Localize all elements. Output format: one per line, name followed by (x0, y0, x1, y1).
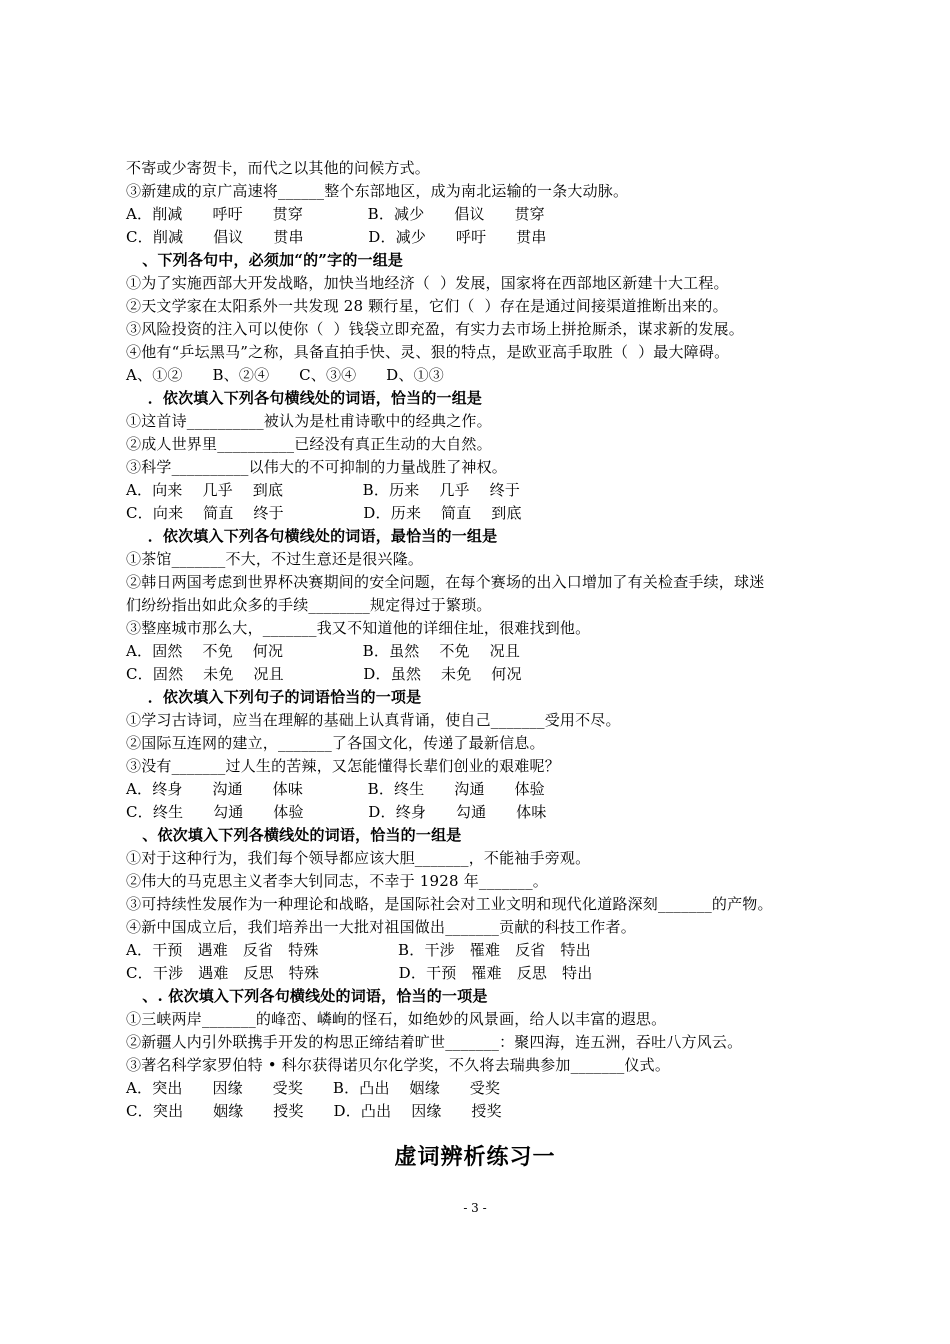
text-line: ②国际互连网的建立，_______了各国文化，传递了最新信息。 (126, 734, 545, 752)
text-line: C．突出 姻缘 授奖 D．凸出 因缘 授奖 (126, 1102, 502, 1120)
text-line: ①为了实施西部大开发战略，加快当地经济（ ）发展，国家将在西部地区新建十大工程。 (126, 274, 729, 292)
text-line: ③可持续性发展作为一种理论和战略，是国际社会对工业文明和现代化道路深刻_______的产物。 (126, 895, 773, 913)
text-line: ①对于这种行为，我们每个领导都应该大胆_______，不能袖手旁观。 (126, 849, 591, 867)
text-line: ③新建成的京广高速将______整个东部地区，成为南北运输的一条大动脉。 (126, 182, 629, 200)
text-line: A．终身 沟通 体味 B．终生 沟通 体验 (126, 780, 545, 798)
question-heading: ．依次填入下列各句横线处的词语，最恰当的一组是 (126, 527, 498, 545)
text-line: ①茶馆_______不大，不过生意还是很兴隆。 (126, 550, 424, 568)
text-line: ④他有“乒坛黑马”之称，具备直拍手快、灵、狠的特点，是欧亚高手取胜（ ）最大障碍。 (126, 343, 730, 361)
text-line: A．突出 因缘 受奖 B．凸出 姻缘 受奖 (126, 1079, 501, 1097)
text-line: C．向来 简直 终于 D．历来 简直 到底 (126, 504, 522, 522)
text-line: ③著名科学家罗伯特 • 科尔获得诺贝尔化学奖，不久将去瑞典参加_______仪式。 (126, 1056, 671, 1074)
text-line: A、①② B、②④ C、③④ D、①③ (126, 366, 444, 384)
text-line: ③风险投资的注入可以使你（ ）钱袋立即充盈，有实力去市场上拼抢厮杀，谋求新的发展。 (126, 320, 744, 338)
question-heading: 、下列各句中，必须加“的”字的一组是 (126, 251, 404, 269)
text-line: 不寄或少寄贺卡，而代之以其他的问候方式。 (126, 159, 431, 177)
text-line: A．削减 呼吁 贯穿 B．减少 倡议 贯穿 (126, 205, 545, 223)
text-line: ②韩日两国考虑到世界杯决赛期间的安全问题，在每个赛场的出入口增加了有关检查手续，球迷 (126, 573, 765, 591)
text-line: ①学习古诗词，应当在理解的基础上认真背诵，使自己_______受用不尽。 (126, 711, 621, 729)
question-heading: ．依次填入下列各句横线处的词语，恰当的一组是 (126, 389, 483, 407)
text-line: ③没有_______过人生的苦辣，又怎能懂得长辈们创业的艰难呢？ (126, 757, 560, 775)
text-line: ②天文学家在太阳系外一共发现 28 颗行星，它们（ ）存在是通过间接渠道推断出来的。 (126, 297, 728, 315)
text-line: C．终生 勾通 体验 D．终身 勾通 体味 (126, 803, 547, 821)
question-heading: 、. 依次填入下列各句横线处的词语，恰当的一项是 (126, 987, 488, 1005)
text-line: A．向来 几乎 到底 B．历来 几乎 终于 (126, 481, 521, 499)
text-line: ③科学__________以伟大的不可抑制的力量战胜了神权。 (126, 458, 508, 476)
text-line: A．固然 不免 何况 B．虽然 不免 况且 (126, 642, 521, 660)
text-line: ②伟大的马克思主义者李大钊同志，不幸于 1928 年_______。 (126, 872, 549, 890)
text-line: ①三峡两岸_______的峰峦、嶙峋的怪石，如绝妙的风景画，给人以丰富的遐思。 (126, 1010, 667, 1028)
text-line: C．干涉 遇难 反思 特殊 D．干预 罹难 反思 特出 (126, 964, 593, 982)
text-line: ②新疆人内引外联携手开发的构思正缔结着旷世_______：聚四海，连五洲，吞吐八方风云。 (126, 1033, 743, 1051)
section-heading: 虚词辨析练习一 (394, 1145, 556, 1170)
question-heading: ．依次填入下列句子的词语恰当的一项是 (126, 688, 422, 706)
text-line: ④新中国成立后，我们培养出一大批对祖国做出_______贡献的科技工作者。 (126, 918, 636, 936)
question-text-block (126, 157, 836, 1123)
text-line: 们纷纷指出如此众多的手续________规定得过于繁琐。 (126, 596, 492, 614)
text-line: ①这首诗__________被认为是杜甫诗歌中的经典之作。 (126, 412, 492, 430)
question-heading: 、依次填入下列各横线处的词语，恰当的一组是 (126, 826, 462, 844)
text-line: A．干预 遇难 反省 特殊 B．干涉 罹难 反省 特出 (126, 941, 591, 959)
text-line: C．削减 倡议 贯串 D．减少 呼吁 贯串 (126, 228, 547, 246)
text-line: C．固然 未免 况且 D．虽然 未免 何况 (126, 665, 522, 683)
text-line: ③整座城市那么大，_______我又不知道他的详细住址，很难找到他。 (126, 619, 591, 637)
page-number: - 3 - (463, 1201, 487, 1215)
text-line: ②成人世界里__________已经没有真正生动的大自然。 (126, 435, 492, 453)
